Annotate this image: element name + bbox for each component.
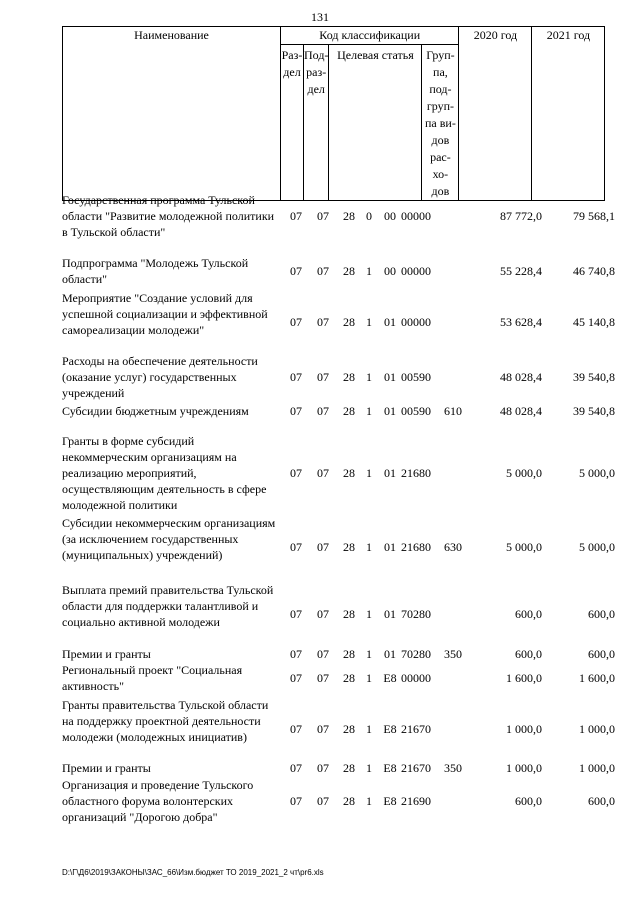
row-value-2021: 46 740,8	[573, 264, 615, 278]
row-podrazdel: 07	[317, 466, 329, 480]
row-value-2020: 5 000,0	[506, 540, 542, 554]
row-value-2021: 79 568,1	[573, 209, 615, 223]
row-group: 350	[444, 647, 462, 661]
row-target-c: E8	[383, 794, 397, 808]
row-target-a: 28	[343, 671, 355, 685]
row-target-b: 1	[366, 647, 372, 661]
header-target: Целевая статья	[329, 45, 422, 201]
row-value-2020: 53 628,4	[500, 315, 542, 329]
row-razdel: 07	[290, 370, 302, 384]
row-podrazdel: 07	[317, 540, 329, 554]
row-razdel: 07	[290, 761, 302, 775]
row-target-a: 28	[343, 607, 355, 621]
row-target-d: 21670	[401, 722, 431, 736]
row-target-d: 00590	[401, 404, 431, 418]
row-target-a: 28	[343, 370, 355, 384]
row-razdel: 07	[290, 209, 302, 223]
row-target-c: 01	[384, 607, 396, 621]
row-razdel: 07	[290, 607, 302, 621]
row-podrazdel: 07	[317, 722, 329, 736]
row-value-2021: 600,0	[588, 607, 615, 621]
row-value-2020: 600,0	[515, 607, 542, 621]
row-target-c: 00	[384, 209, 396, 223]
row-value-2020: 48 028,4	[500, 404, 542, 418]
header-code: Код классификации	[281, 27, 459, 45]
row-target-a: 28	[343, 540, 355, 554]
row-razdel: 07	[290, 794, 302, 808]
row-value-2021: 1 000,0	[579, 761, 615, 775]
row-group: 610	[444, 404, 462, 418]
row-value-2021: 39 540,8	[573, 404, 615, 418]
row-name: Мероприятие "Создание условий для успешной социализации и эффективной самореализации молодежи"	[62, 291, 268, 337]
row-podrazdel: 07	[317, 607, 329, 621]
row-target-a: 28	[343, 761, 355, 775]
row-target-b: 1	[366, 671, 372, 685]
row-name: Гранты правительства Тульской области на поддержку проектной деятельности молодежи (молодежных инициатив)	[62, 698, 269, 744]
row-value-2021: 39 540,8	[573, 370, 615, 384]
row-name: Премии и гранты	[62, 761, 151, 775]
row-target-a: 28	[343, 466, 355, 480]
row-target-b: 1	[366, 794, 372, 808]
row-target-d: 00590	[401, 370, 431, 384]
row-target-d: 70280	[401, 607, 431, 621]
row-target-c: 01	[384, 370, 396, 384]
row-target-d: 21670	[401, 761, 431, 775]
row-name: Выплата премий правительства Тульской области для поддержки талантливой и социально активной молодежи	[62, 583, 274, 629]
row-name: Подпрограмма "Молодежь Тульской области"	[62, 256, 249, 286]
row-name: Государственная программа Тульской области "Развитие молодежной политики в Тульской области"	[62, 193, 275, 239]
row-target-a: 28	[343, 722, 355, 736]
row-value-2021: 45 140,8	[573, 315, 615, 329]
footer-path: D:\Г\Д6\2019\ЗАКОНЫ\ЗАС_66\Изм.бюджет ТО 2019_2021_2 чт\pr6.xls	[62, 868, 324, 877]
row-target-d: 00000	[401, 671, 431, 685]
row-target-d: 00000	[401, 209, 431, 223]
row-target-c: 01	[384, 315, 396, 329]
row-value-2021: 5 000,0	[579, 466, 615, 480]
row-target-a: 28	[343, 794, 355, 808]
row-target-b: 1	[366, 761, 372, 775]
row-value-2021: 1 600,0	[579, 671, 615, 685]
row-podrazdel: 07	[317, 209, 329, 223]
row-target-c: E8	[383, 671, 397, 685]
row-target-c: E8	[383, 722, 397, 736]
row-target-b: 1	[366, 264, 372, 278]
row-group: 350	[444, 761, 462, 775]
row-razdel: 07	[290, 315, 302, 329]
row-razdel: 07	[290, 647, 302, 661]
row-name: Региональный проект "Социальная активность"	[62, 663, 243, 693]
row-name: Организация и проведение Тульского областного форума волонтерских организаций "Дорогою добра"	[62, 778, 254, 824]
row-podrazdel: 07	[317, 315, 329, 329]
header-name: Наименование	[63, 27, 281, 201]
row-target-a: 28	[343, 404, 355, 418]
row-value-2020: 600,0	[515, 647, 542, 661]
row-group: 630	[444, 540, 462, 554]
row-target-d: 00000	[401, 315, 431, 329]
row-podrazdel: 07	[317, 761, 329, 775]
row-razdel: 07	[290, 264, 302, 278]
row-target-c: 01	[384, 466, 396, 480]
row-target-d: 21680	[401, 466, 431, 480]
row-value-2021: 600,0	[588, 647, 615, 661]
row-value-2020: 600,0	[515, 794, 542, 808]
row-target-c: 01	[384, 404, 396, 418]
row-target-c: 01	[384, 540, 396, 554]
header-razdel: Раз- дел	[281, 45, 304, 201]
row-target-b: 1	[366, 315, 372, 329]
row-podrazdel: 07	[317, 370, 329, 384]
row-name: Расходы на обеспечение деятельности (оказание услуг) государственных учреждений	[62, 354, 258, 400]
row-value-2021: 600,0	[588, 794, 615, 808]
row-target-b: 1	[366, 370, 372, 384]
row-name: Гранты в форме субсидий некоммерческим организациям на реализацию мероприятий, осуществляющим деятельность в сфере молодежной политики	[62, 434, 267, 512]
row-razdel: 07	[290, 671, 302, 685]
row-podrazdel: 07	[317, 794, 329, 808]
header-2021: 2021 год	[532, 27, 605, 201]
table-header	[62, 26, 605, 201]
row-razdel: 07	[290, 466, 302, 480]
row-target-c: E8	[383, 761, 397, 775]
row-name: Субсидии бюджетным учреждениям	[62, 404, 249, 418]
row-target-b: 1	[366, 540, 372, 554]
row-target-c: 01	[384, 647, 396, 661]
row-podrazdel: 07	[317, 647, 329, 661]
row-name: Субсидии некоммерческим организациям (за исключением государственных (муниципальных) учреждений)	[62, 516, 276, 562]
row-target-d: 00000	[401, 264, 431, 278]
row-razdel: 07	[290, 722, 302, 736]
row-podrazdel: 07	[317, 671, 329, 685]
row-target-d: 70280	[401, 647, 431, 661]
row-target-b: 0	[366, 209, 372, 223]
row-value-2020: 87 772,0	[500, 209, 542, 223]
row-target-b: 1	[366, 722, 372, 736]
header-group: Груп- па, под- груп- па ви- дов рас- хо- дов	[422, 45, 459, 201]
row-value-2020: 55 228,4	[500, 264, 542, 278]
row-value-2020: 1 000,0	[506, 722, 542, 736]
page-number: 131	[311, 10, 329, 24]
row-target-d: 21680	[401, 540, 431, 554]
row-podrazdel: 07	[317, 264, 329, 278]
row-razdel: 07	[290, 540, 302, 554]
header-podrazdel: Под- раз- дел	[304, 45, 329, 201]
row-value-2020: 5 000,0	[506, 466, 542, 480]
row-target-d: 21690	[401, 794, 431, 808]
row-target-a: 28	[343, 209, 355, 223]
row-target-a: 28	[343, 264, 355, 278]
row-value-2021: 5 000,0	[579, 540, 615, 554]
row-target-a: 28	[343, 647, 355, 661]
row-name: Премии и гранты	[62, 647, 151, 661]
header-2020: 2020 год	[459, 27, 532, 201]
row-target-b: 1	[366, 404, 372, 418]
row-target-a: 28	[343, 315, 355, 329]
row-razdel: 07	[290, 404, 302, 418]
row-podrazdel: 07	[317, 404, 329, 418]
row-value-2020: 1 000,0	[506, 761, 542, 775]
row-target-b: 1	[366, 466, 372, 480]
row-target-c: 00	[384, 264, 396, 278]
row-target-b: 1	[366, 607, 372, 621]
row-value-2020: 1 600,0	[506, 671, 542, 685]
row-value-2020: 48 028,4	[500, 370, 542, 384]
row-value-2021: 1 000,0	[579, 722, 615, 736]
